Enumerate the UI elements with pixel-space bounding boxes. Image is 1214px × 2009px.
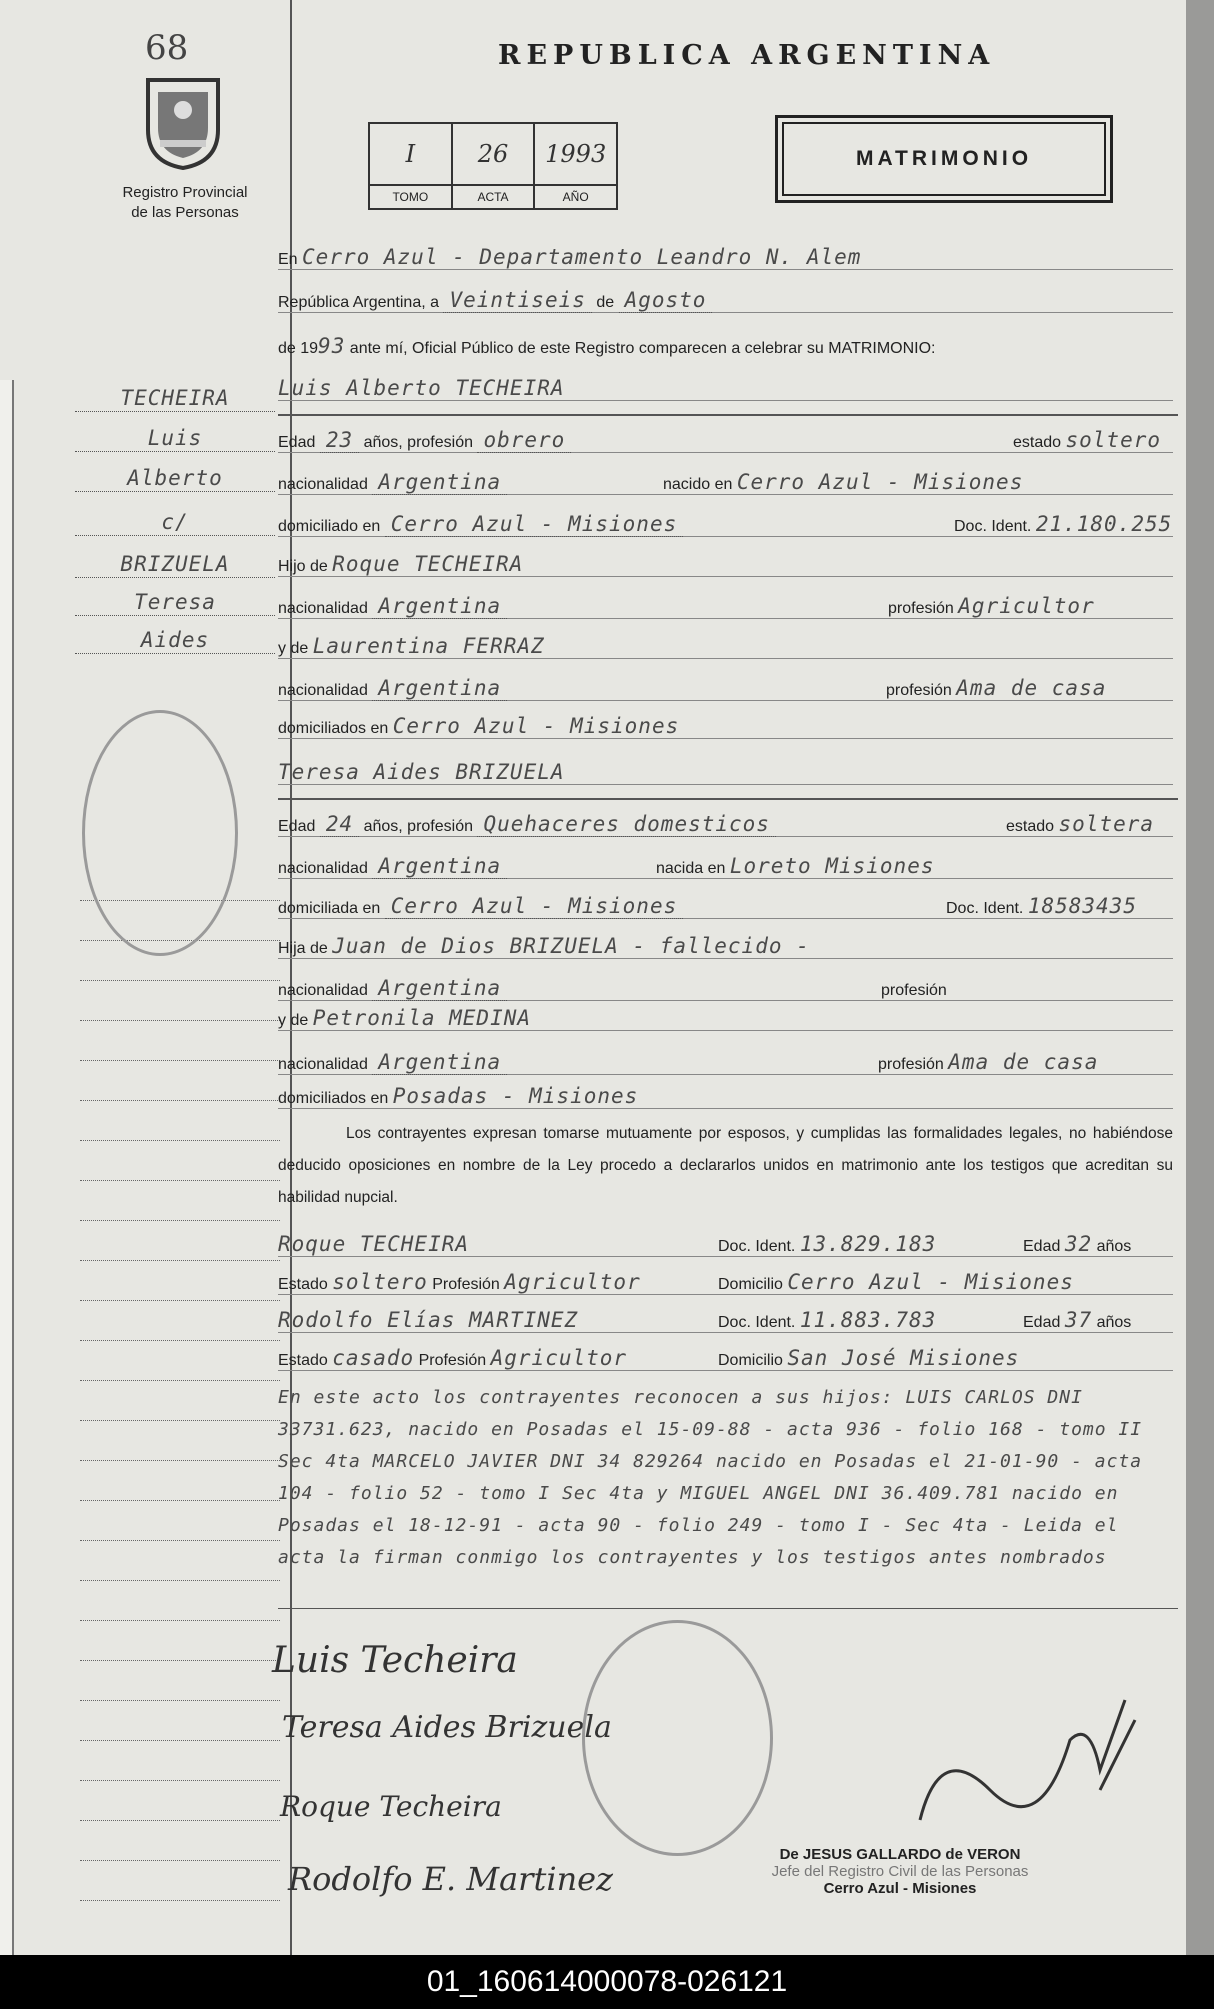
intro-text-line: de 1993 ante mí, Oficial Público de este Registro comparecen a celebrar su MATRIMONIO: <box>278 334 936 358</box>
bride-mother-line: y de Petronila MEDINA <box>278 1006 1173 1031</box>
bride-parents-domicile-line: domiciliados en Posadas - Misiones <box>278 1084 1173 1109</box>
groom-father-line: Hijo de Roque TECHEIRA <box>278 552 1173 577</box>
groom-name: Luis Alberto TECHEIRA <box>278 376 1173 401</box>
registry-stamp-margin <box>82 710 238 956</box>
handwritten-notes: En este acto los contrayentes reconocen a sus hijos: LUIS CARLOS DNI 33731.623, nacido en Posadas el 15-09-88 - acta 936 - folio 168 - tomo II Sec 4ta MARCELO JAVIER DNI 34 829264 nacido en Posadas el 21-01-90 - acta 104 - folio 52 - tomo I Sec 4ta y MIGUEL ANGEL DNI 36.409.781 nacido en Posadas el 18-12-91 - acta 90 - folio 249 - tomo I - Sec 4ta - Leida el acta la firman conmigo los contrayentes y los testigos antes nombrados <box>278 1387 1143 1568</box>
signature-witness-2: Rodolfo E. Martinez <box>288 1860 613 1898</box>
groom-mother-line: y de Laurentina FERRAZ <box>278 634 1173 659</box>
margin-surname: TECHEIRA <box>75 386 275 412</box>
margin-name-1: Luis <box>75 426 275 452</box>
bride-age-line: Edad 24 años, profesión Quehaceres domesticos estado soltera <box>278 812 1173 837</box>
margin-conjunction: c/ <box>75 510 275 536</box>
registry-stamp <box>582 1620 773 1856</box>
page-number: 68 <box>145 28 189 68</box>
bride-father-nat-line: nacionalidad Argentina profesión <box>278 976 1173 1001</box>
groom-mother-nat-line: nacionalidad Argentina profesión Ama de casa <box>278 676 1173 701</box>
intro-place-line: En Cerro Azul - Departamento Leandro N. Alem <box>278 245 1173 270</box>
groom-domicile-line: domiciliado en Cerro Azul - Misiones Doc. Ident. 21.180.255 <box>278 512 1173 536</box>
margin-name-3: Teresa <box>75 590 275 616</box>
ledger-left-strip <box>0 380 14 1955</box>
record-reference-box <box>368 122 618 210</box>
signature-bride: Teresa Aides Brizuela <box>282 1710 612 1745</box>
anio-cell: 1993 AÑO <box>535 124 616 208</box>
registro-label: Registro Provincial de las Personas <box>122 184 248 221</box>
witness-1-line: Roque TECHEIRA Doc. Ident. 13.829.183 Edad 32 años <box>278 1232 1173 1257</box>
groom-age-line: Edad 23 años, profesión obrero estado soltero <box>278 428 1173 453</box>
margin-surname-2: BRIZUELA <box>75 552 275 578</box>
country-title: REPUBLICA ARGENTINA <box>498 40 996 71</box>
margin-name-2: Alberto <box>75 466 275 492</box>
witness-2-details: Estado casado Profesión Agricultor Domicilio San José Misiones <box>278 1346 1173 1371</box>
tomo-cell: I TOMO <box>370 124 453 208</box>
bride-domicile-line: domiciliada en Cerro Azul - Misiones Doc. Ident. 18583435 <box>278 894 1173 919</box>
official-block: De JESUS GALLARDO de VERON Jefe del Registro Civil de las Personas Cerro Azul - Misiones <box>771 1846 1029 1897</box>
official-signature-mark <box>900 1680 1140 1840</box>
declaration-text: Los contrayentes expresan tomarse mutuamente por esposos, y cumplidas las formalidades legales, no habiéndose deducido oposiciones en nombre de la Ley procedo a declararlos unidos en matrimonio ante los testigos que acreditan su habilidad nupcial. <box>278 1125 1173 1206</box>
bride-mother-nat-line: nacionalidad Argentina profesión Ama de casa <box>278 1050 1173 1075</box>
groom-parents-domicile-line: domiciliados en Cerro Azul - Misiones <box>278 714 1173 739</box>
acta-cell: 26 ACTA <box>453 124 536 208</box>
record-type-box: MATRIMONIO <box>775 115 1113 203</box>
groom-father-nat-line: nacionalidad Argentina profesión Agricultor <box>278 594 1173 619</box>
bride-nationality-line: nacionalidad Argentina nacida en Loreto Misiones <box>278 854 1173 879</box>
signature-groom: Luis Techeira <box>272 1640 518 1681</box>
image-id-footer: 01_160614000078-026121 <box>0 1955 1214 2009</box>
book-edge <box>1186 0 1214 1955</box>
groom-nationality-line: nacionalidad Argentina nacido en Cerro Azul - Misiones <box>278 470 1173 495</box>
signature-witness-1: Roque Techeira <box>280 1790 502 1823</box>
province-seal-icon <box>140 70 226 170</box>
bride-father-line: Hija de Juan de Dios BRIZUELA - fallecido - <box>278 934 1173 959</box>
intro-date-line: República Argentina, a Veintiseis de Agosto <box>278 288 1173 313</box>
witness-2-line: Rodolfo Elías MARTINEZ Doc. Ident. 11.883.783 Edad 37 años <box>278 1308 1173 1333</box>
witness-1-details: Estado soltero Profesión Agricultor Domicilio Cerro Azul - Misiones <box>278 1270 1173 1295</box>
bride-name: Teresa Aides BRIZUELA <box>278 760 1173 785</box>
margin-name-4: Aides <box>75 628 275 654</box>
